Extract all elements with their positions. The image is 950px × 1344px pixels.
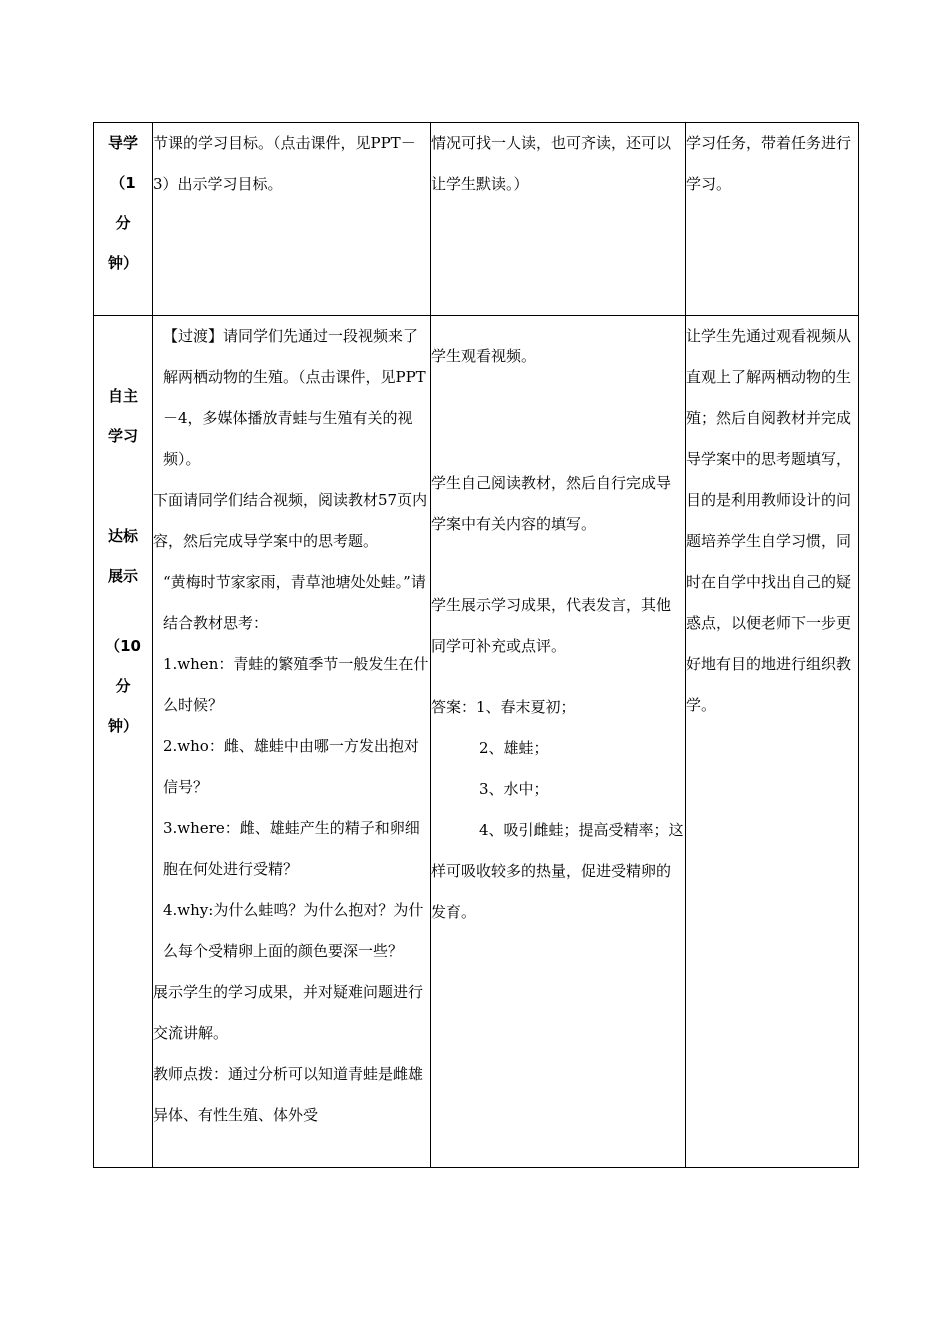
- intent-text: 学习任务，带着任务进行学习。: [686, 134, 852, 193]
- student-text: 学生展示学习成果，代表发言，其他同学可补充或点评。: [431, 596, 672, 655]
- student-text: 学生自己阅读教材，然后自行完成导学案中有关内容的填写。: [431, 474, 672, 533]
- teacher-activity-cell: [153, 123, 431, 316]
- stage-text: 导学: [107, 134, 138, 152]
- table-row: [94, 123, 859, 316]
- stage-text: 分: [115, 214, 131, 232]
- answer-text: 3、水中；: [479, 780, 549, 798]
- stage-text: 钟）: [107, 717, 138, 735]
- stage-cell-guide: [94, 123, 153, 316]
- answer-text: 2、雄蛙；: [479, 739, 549, 757]
- stage-text: 分: [115, 677, 131, 695]
- stage-text: 自主: [107, 387, 138, 405]
- teacher-text: 展示学生的学习成果，并对疑难问题进行交流讲解。: [153, 983, 424, 1042]
- design-intent-cell: [686, 123, 859, 316]
- design-intent-cell: [686, 316, 859, 1168]
- teacher-text: “黄梅时节家家雨，青草池塘处处蛙。”请结合教材思考：: [163, 573, 426, 632]
- answer-text: 4、吸引雌蛙；提高受精率；这样可吸收较多的热量，促进受精卵的发育。: [431, 821, 684, 921]
- table-row: [94, 316, 859, 1168]
- teacher-text: 下面请同学们结合视频，阅读教材57页内容，然后完成导学案中的思考题。: [153, 491, 428, 550]
- student-activity-cell: [431, 123, 686, 316]
- student-activity-cell: [431, 316, 686, 1168]
- stage-cell-self-study: [94, 316, 153, 1168]
- teacher-text: 【过渡】请同学们先通过一段视频来了解两栖动物的生殖。（点击课件，见PPT－4，多媒体播放青蛙与生殖有关的视频）。: [163, 327, 426, 468]
- stage-text: 钟）: [107, 254, 138, 272]
- stage-text: 学习: [107, 427, 138, 445]
- stage-text: 展示: [107, 567, 138, 585]
- question-item: 3.where：雌、雄蛙产生的精子和卵细胞在何处进行受精？: [163, 819, 420, 878]
- teacher-text: 节课的学习目标。（点击课件，见PPT－3）出示学习目标。: [153, 134, 416, 193]
- teacher-activity-cell: [153, 316, 431, 1168]
- question-item: 2.who：雌、雄蛙中由哪一方发出抱对信号？: [163, 737, 419, 796]
- stage-text: 达标: [107, 527, 138, 545]
- student-text: 学生观看视频。: [431, 347, 537, 365]
- question-item: 4.why:为什么蛙鸣？为什么抱对？为什么每个受精卵上面的颜色要深一些？: [163, 901, 424, 960]
- teacher-text: 教师点拨：通过分析可以知道青蛙是雌雄异体、有性生殖、体外受: [153, 1065, 424, 1124]
- stage-text: （10: [105, 637, 141, 655]
- intent-text: 让学生先通过观看视频从直观上了解两栖动物的生殖；然后自阅教材并完成导学案中的思考题填写，目的是利用教师设计的问题培养学生自学习惯，同时在自学中找出自己的疑惑点，以便老师下一步更好地有目的地进行组织教学。: [686, 327, 852, 714]
- question-item: 1.when：青蛙的繁殖季节一般发生在什么时候？: [163, 655, 429, 714]
- lesson-plan-table: [93, 122, 859, 1168]
- stage-text: （1: [110, 174, 136, 192]
- student-text: 情况可找一人读，也可齐读，还可以让学生默读。）: [431, 134, 672, 193]
- answer-text: 答案：1、春末夏初；: [431, 698, 576, 716]
